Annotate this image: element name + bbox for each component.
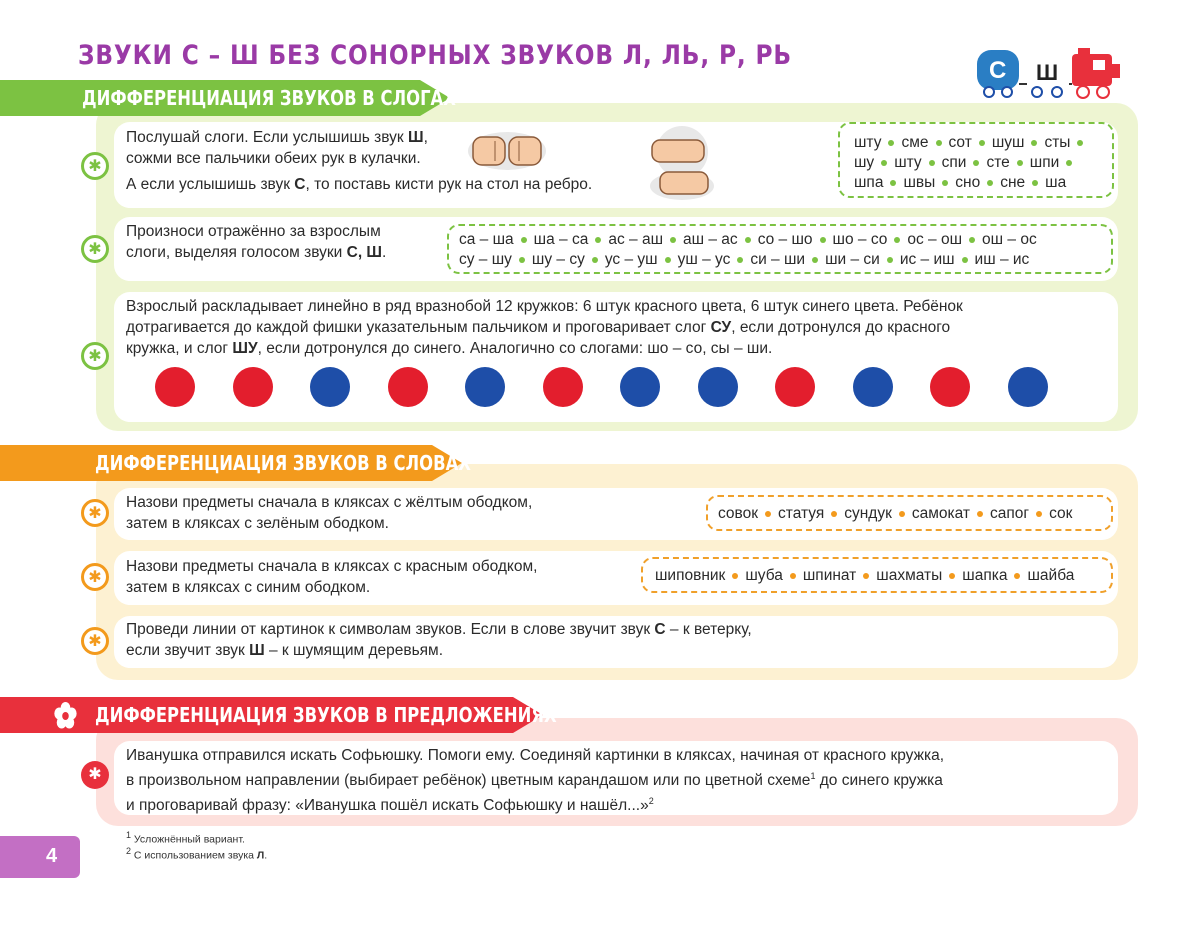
separator-dot: [831, 511, 837, 517]
list-item: со – шо: [757, 231, 813, 248]
separator-dot: [987, 180, 993, 186]
list-item: сме: [901, 134, 929, 151]
train-letter-sh: Ш: [1036, 60, 1059, 85]
hand-on-edge-icon: [648, 126, 716, 202]
list-item: совок: [718, 505, 759, 522]
list-item: самокат: [911, 505, 971, 522]
red-chip: [388, 367, 428, 407]
list-item: уш – ус: [677, 251, 731, 268]
list-item: сно: [955, 174, 981, 191]
list-item: сот: [948, 134, 972, 151]
task-marker-icon: ✱: [81, 627, 109, 655]
list-item: шапка: [962, 567, 1008, 584]
list-item: сундук: [844, 505, 892, 522]
blue-chip: [1008, 367, 1048, 407]
list-item: швы: [903, 174, 936, 191]
list-item: ош – ос: [982, 231, 1037, 248]
separator-dot: [737, 257, 743, 263]
syllables-task-1-text-2: А если услышишь звук С, то поставь кисти рук на стол на ребро.: [126, 176, 593, 193]
red-chip: [930, 367, 970, 407]
blue-chip: [465, 367, 505, 407]
separator-dot: [790, 573, 796, 579]
syllables-task-2-text: Произноси отражённо за взрослым слоги, выделяя голосом звуки С, Ш.: [126, 223, 387, 261]
separator-dot: [888, 140, 894, 146]
syllable-pairs-box: [447, 224, 1113, 274]
separator-dot: [863, 573, 869, 579]
list-item: шпинат: [802, 567, 857, 584]
red-chip: [155, 367, 195, 407]
red-chip: [233, 367, 273, 407]
blue-chip: [698, 367, 738, 407]
list-item: шо – со: [832, 231, 888, 248]
list-item: иш – ис: [974, 251, 1030, 268]
flower-icon: [54, 702, 77, 730]
list-item: шиповник: [655, 567, 726, 584]
task-marker-icon: ✱: [81, 342, 109, 370]
list-item: су – шу: [459, 251, 512, 268]
separator-dot: [1031, 140, 1037, 146]
separator-dot: [1032, 180, 1038, 186]
task-marker-icon: ✱: [81, 235, 109, 263]
page-number-tab: [0, 836, 80, 878]
syllables-box-1: [838, 122, 1114, 198]
separator-dot: [745, 237, 751, 243]
list-item: сапог: [990, 505, 1030, 522]
list-item: шу – су: [531, 251, 585, 268]
separator-dot: [962, 257, 968, 263]
list-item: сок: [1049, 505, 1073, 522]
list-item: шту: [894, 154, 922, 171]
separator-dot: [1036, 511, 1042, 517]
words-task-3-text: Проведи линии от картинок к символам звуков. Если в слове звучит звук С – к ветерку, если звучит звук Ш – к шумящим деревьям.: [126, 621, 752, 659]
blue-chip: [620, 367, 660, 407]
list-item: шайба: [1027, 567, 1075, 584]
separator-dot: [1017, 160, 1023, 166]
separator-dot: [973, 160, 979, 166]
separator-dot: [942, 180, 948, 186]
separator-dot: [1066, 160, 1072, 166]
separator-dot: [969, 237, 975, 243]
separator-dot: [936, 140, 942, 146]
list-item: сте: [986, 154, 1010, 171]
sentences-heading: ДИФФЕРЕНЦИАЦИЯ ЗВУКОВ В ПРЕДЛОЖЕНИЯХ: [0, 697, 543, 733]
separator-dot: [977, 511, 983, 517]
separator-dot: [595, 237, 601, 243]
separator-dot: [820, 237, 826, 243]
words-box-2: [641, 557, 1113, 593]
words-heading: ДИФФЕРЕНЦИАЦИЯ ЗВУКОВ В СЛОВАХ: [0, 445, 462, 481]
separator-dot: [592, 257, 598, 263]
list-item: ис – иш: [899, 251, 955, 268]
syllables-task-3-text: Взрослый раскладывает линейно в ряд вразнобой 12 кружков: 6 штук красного цвета, 6 штук синего цвета. Ребёнок дотрагивается до каждой фишки указательным пальчиком и проговаривает слог СУ, если дотронулся до красного кружка, и слог ШУ, если дотронулся до синего. Аналогично со слогами: шо – со, сы – ши.: [126, 298, 963, 357]
list-item: аш – ас: [683, 231, 738, 248]
task-marker-icon: ✱: [81, 761, 109, 789]
list-item: ус – уш: [604, 251, 658, 268]
list-item: сты: [1044, 134, 1071, 151]
task-marker-icon: ✱: [81, 499, 109, 527]
separator-dot: [812, 257, 818, 263]
list-item: шпа: [854, 174, 884, 191]
list-item: ос – ош: [907, 231, 963, 248]
list-item: шпи: [1029, 154, 1060, 171]
list-item: шахматы: [876, 567, 943, 584]
list-item: шуш: [991, 134, 1025, 151]
list-item: ши – си: [825, 251, 880, 268]
train-letter-s: С: [989, 57, 1007, 84]
separator-dot: [890, 180, 896, 186]
list-item: шу: [854, 154, 875, 171]
separator-dot: [899, 511, 905, 517]
page-number: 4: [46, 845, 58, 867]
separator-dot: [521, 237, 527, 243]
separator-dot: [881, 160, 887, 166]
list-item: ша: [1045, 174, 1067, 191]
list-item: са – ша: [459, 231, 514, 248]
separator-dot: [732, 573, 738, 579]
train-icon: [975, 40, 1125, 100]
task-marker-icon: ✱: [81, 152, 109, 180]
red-chip: [775, 367, 815, 407]
footnote-2: $^2$ С использованием звука Л.: [126, 846, 268, 862]
separator-dot: [887, 257, 893, 263]
list-item: шту: [854, 134, 882, 151]
list-item: ша – са: [533, 231, 589, 248]
sentences-task-1-text: Иванушка отправился искать Софьюшку. Помоги ему. Соединяй картинки в кляксах, начиная от красного кружка, в произвольном направлении (выбирает ребёнок) цветным карандашом или по цветной схеме$^1$ до синего кружка и проговаривай фразу: «Иванушка пошёл искать Софьюшку и нашёл...»$^2$: [126, 747, 945, 815]
words-box-1: [706, 495, 1113, 531]
page-title: ЗВУКИ С – Ш БЕЗ СОНОРНЫХ ЗВУКОВ Л, ЛЬ, Р, РЬ: [78, 40, 792, 71]
separator-dot: [1077, 140, 1083, 146]
list-item: шуба: [745, 567, 783, 584]
red-chip: [543, 367, 583, 407]
syllables-task-1-text: Послушай слоги. Если услышишь звук Ш, сожми все пальчики обеих рук в кулачки.: [126, 129, 428, 167]
list-item: сне: [1000, 174, 1026, 191]
list-item: статуя: [778, 505, 825, 522]
list-item: си – ши: [750, 251, 806, 268]
footnote-1: $^1$ Усложнённый вариант.: [126, 830, 245, 846]
task-marker-icon: ✱: [81, 563, 109, 591]
syllables-heading: ДИФФЕРЕНЦИАЦИЯ ЗВУКОВ В СЛОГАХ: [0, 80, 450, 116]
separator-dot: [929, 160, 935, 166]
separator-dot: [519, 257, 525, 263]
blue-chip: [310, 367, 350, 407]
separator-dot: [894, 237, 900, 243]
list-item: спи: [941, 154, 967, 171]
blue-chip: [853, 367, 893, 407]
words-task-1-text: Назови предметы сначала в кляксах с жёлтым ободком, затем в кляксах с зелёным ободком.: [126, 494, 533, 532]
separator-dot: [670, 237, 676, 243]
separator-dot: [979, 140, 985, 146]
words-task-2-text: Назови предметы сначала в кляксах с красным ободком, затем в кляксах с синим ободком.: [126, 558, 538, 596]
fists-icon: [467, 125, 547, 171]
separator-dot: [765, 511, 771, 517]
separator-dot: [949, 573, 955, 579]
list-item: ас – аш: [608, 231, 664, 248]
separator-dot: [1014, 573, 1020, 579]
separator-dot: [665, 257, 671, 263]
